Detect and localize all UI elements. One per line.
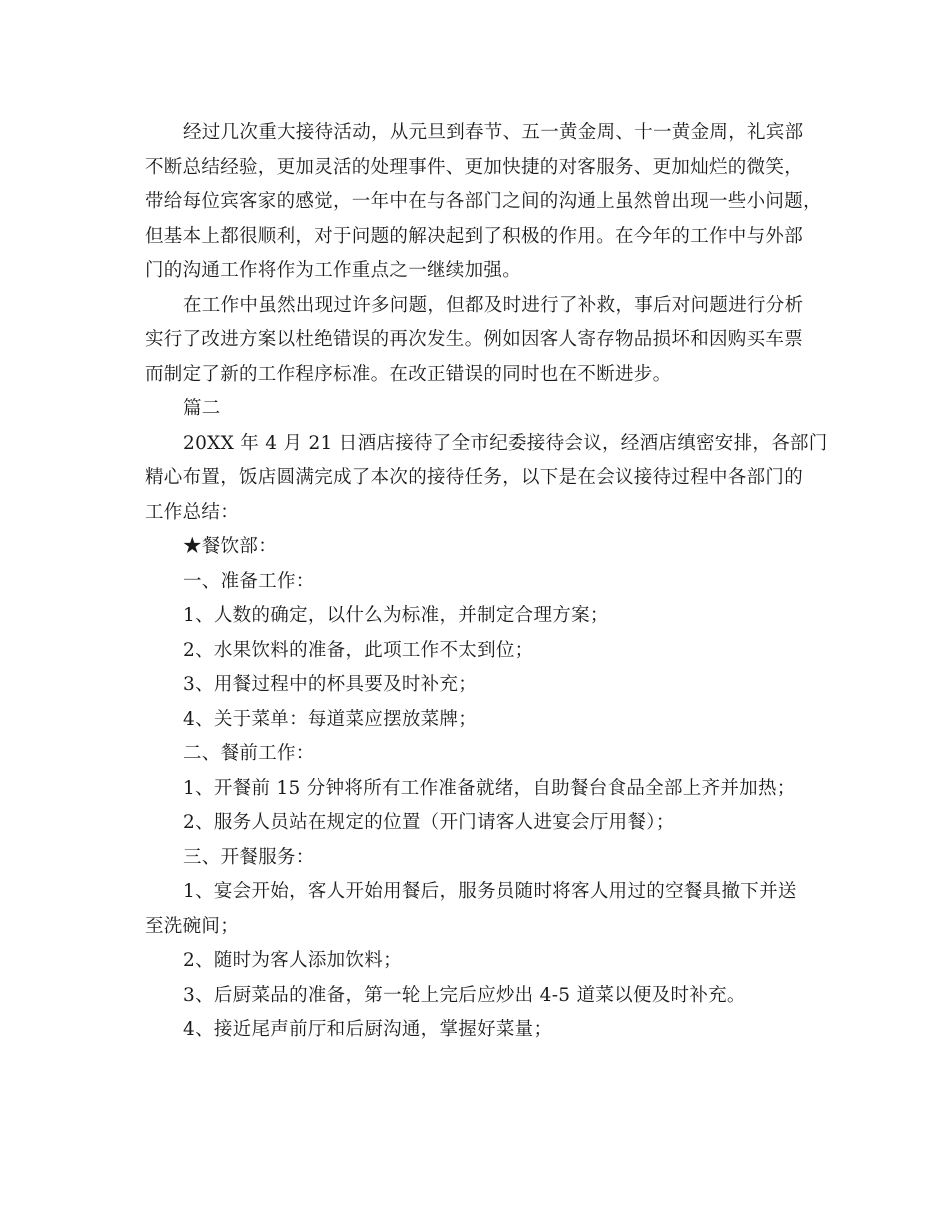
text-line: 2、水果饮料的准备，此项工作不太到位； xyxy=(183,639,534,661)
text-line: 2、随时为客人添加饮料； xyxy=(183,950,402,971)
text-line: 1、开餐前 15 分钟将所有工作准备就绪，自助餐台食品全部上齐并加热； xyxy=(183,777,796,799)
text-line: ★餐饮部： xyxy=(183,536,278,557)
text-line: 工作总结： xyxy=(145,501,240,523)
text-line: 1、人数的确定，以什么为标准，并制定合理方案； xyxy=(183,605,609,626)
text-line: 而制定了新的工作程序标准。在改正错误的同时也在不断进步。 xyxy=(145,363,672,385)
text-line: 带给每位宾客家的感觉，一年中在与各部门之间的沟通上虽然曾出现一些小问题， xyxy=(145,191,822,212)
text-line: 在工作中虽然出现过许多问题，但都及时进行了补救，事后对问题进行分析 xyxy=(183,294,804,316)
text-line: 不断总结经验，更加灵活的处理事件、更加快捷的对客服务、更加灿烂的微笑， xyxy=(145,156,804,178)
text-line: 经过几次重大接待活动，从元旦到春节、五一黄金周、十一黄金周，礼宾部 xyxy=(183,122,804,143)
text-line: 3、后厨菜品的准备，第一轮上完后应炒出 4-5 道菜以便及时补充。 xyxy=(183,984,746,1006)
text-line: 二、餐前工作： xyxy=(183,743,315,764)
text-line: 1、宴会开始，客人开始用餐后，服务员随时将客人用过的空餐具撤下并送 xyxy=(183,881,797,902)
text-line: 三、开餐服务： xyxy=(183,846,315,868)
text-line: 一、准备工作： xyxy=(183,570,315,592)
text-line: 精心布置，饭店圆满完成了本次的接待任务，以下是在会议接待过程中各部门的 xyxy=(145,467,804,488)
text-line: 篇二 xyxy=(183,398,221,419)
text-line: 3、用餐过程中的杯具要及时补充； xyxy=(183,674,478,695)
text-line: 20XX 年 4 月 21 日酒店接待了全市纪委接待会议，经酒店缜密安排，各部门 xyxy=(183,432,828,454)
text-line: 但基本上都很顺利，对于问题的解决起到了积极的作用。在今年的工作中与外部 xyxy=(145,225,804,247)
text-line: 门的沟通工作将作为工作重点之一继续加强。 xyxy=(145,260,522,281)
text-line: 4、关于菜单：每道菜应摆放菜牌； xyxy=(183,708,478,730)
text-line: 2、服务人员站在规定的位置（开门请客人进宴会厅用餐）； xyxy=(183,812,675,833)
text-line: 至洗碗间； xyxy=(145,915,240,937)
document-body xyxy=(145,116,828,1048)
text-line: 4、接近尾声前厅和后厨沟通，掌握好菜量； xyxy=(183,1019,553,1040)
text-line: 实行了改进方案以杜绝错误的再次发生。例如因客人寄存物品损坏和因购买车票 xyxy=(145,329,804,350)
